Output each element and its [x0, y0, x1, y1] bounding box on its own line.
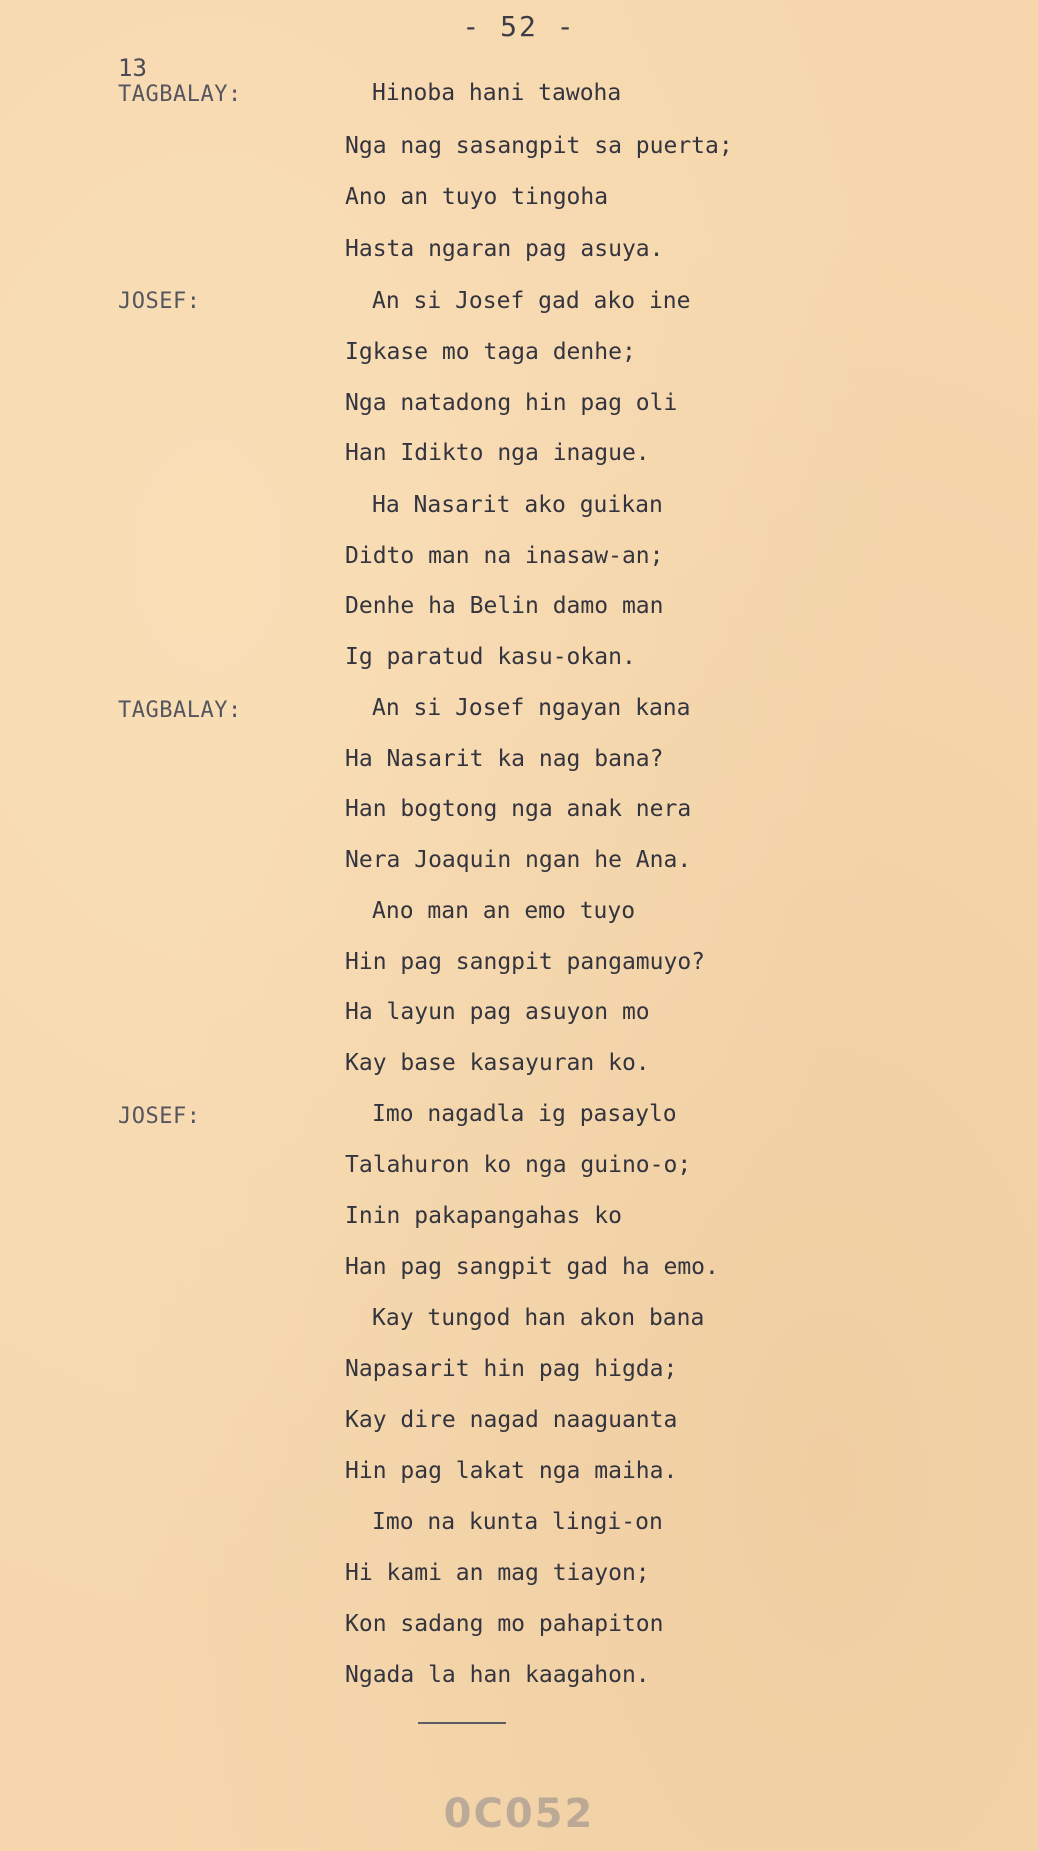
verse-line: Hin pag sangpit pangamuyo?: [345, 949, 706, 975]
speaker-label-josef: JOSEF:: [118, 1104, 201, 1129]
verse-line: Igkase mo taga denhe;: [345, 339, 636, 365]
verse-line: Kay dire nagad naaguanta: [345, 1407, 678, 1433]
verse-line: Ha Nasarit ka nag bana?: [345, 746, 664, 772]
verse-line: Nera Joaquin ngan he Ana.: [345, 847, 692, 873]
archive-stamp: 0C052: [443, 1791, 595, 1837]
verse-line: Ha layun pag asuyon mo: [345, 999, 650, 1025]
verse-line: Denhe ha Belin damo man: [345, 593, 664, 619]
verse-line: An si Josef ngayan kana: [372, 695, 691, 721]
verse-line: Hasta ngaran pag asuya.: [345, 236, 664, 262]
verse-line: Ig paratud kasu-okan.: [345, 644, 636, 670]
verse-line: Han pag sangpit gad ha emo.: [345, 1254, 719, 1280]
verse-line: Imo nagadla ig pasaylo: [372, 1101, 677, 1127]
verse-line: Ngada la han kaagahon.: [345, 1662, 650, 1688]
verse-line: Hin pag lakat nga maiha.: [345, 1458, 678, 1484]
verse-line: An si Josef gad ako ine: [372, 288, 691, 314]
verse-line: Kon sadang mo pahapiton: [345, 1611, 664, 1637]
verse-line: Kay base kasayuran ko.: [345, 1050, 650, 1076]
pencil-underline-mark: [418, 1722, 506, 1724]
page-number: - 52 -: [462, 10, 576, 43]
speaker-label-tagbalay: TAGBALAY:: [118, 698, 242, 723]
verse-line: Imo na kunta lingi-on: [372, 1509, 663, 1535]
verse-line: Kay tungod han akon bana: [372, 1305, 705, 1331]
verse-line: Ano an tuyo tingoha: [345, 184, 609, 210]
verse-line: Inin pakapangahas ko: [345, 1203, 622, 1229]
speaker-label-tagbalay: TAGBALAY:: [118, 82, 242, 107]
verse-line: Ha Nasarit ako guikan: [372, 492, 663, 518]
verse-line: Hinoba hani tawoha: [372, 80, 622, 106]
speaker-label-josef: JOSEF:: [118, 289, 201, 314]
verse-line: Napasarit hin pag higda;: [345, 1356, 678, 1382]
verse-line: Han Idikto nga inague.: [345, 440, 650, 466]
verse-line: Nga nag sasangpit sa puerta;: [345, 133, 733, 159]
scene-number: 13: [118, 54, 147, 82]
verse-line: Talahuron ko nga guino-o;: [345, 1152, 692, 1178]
verse-line: Hi kami an mag tiayon;: [345, 1560, 650, 1586]
verse-line: Ano man an emo tuyo: [372, 898, 636, 924]
verse-line: Didto man na inasaw-an;: [345, 543, 664, 569]
verse-line: Han bogtong nga anak nera: [345, 796, 692, 822]
verse-line: Nga natadong hin pag oli: [345, 390, 678, 416]
